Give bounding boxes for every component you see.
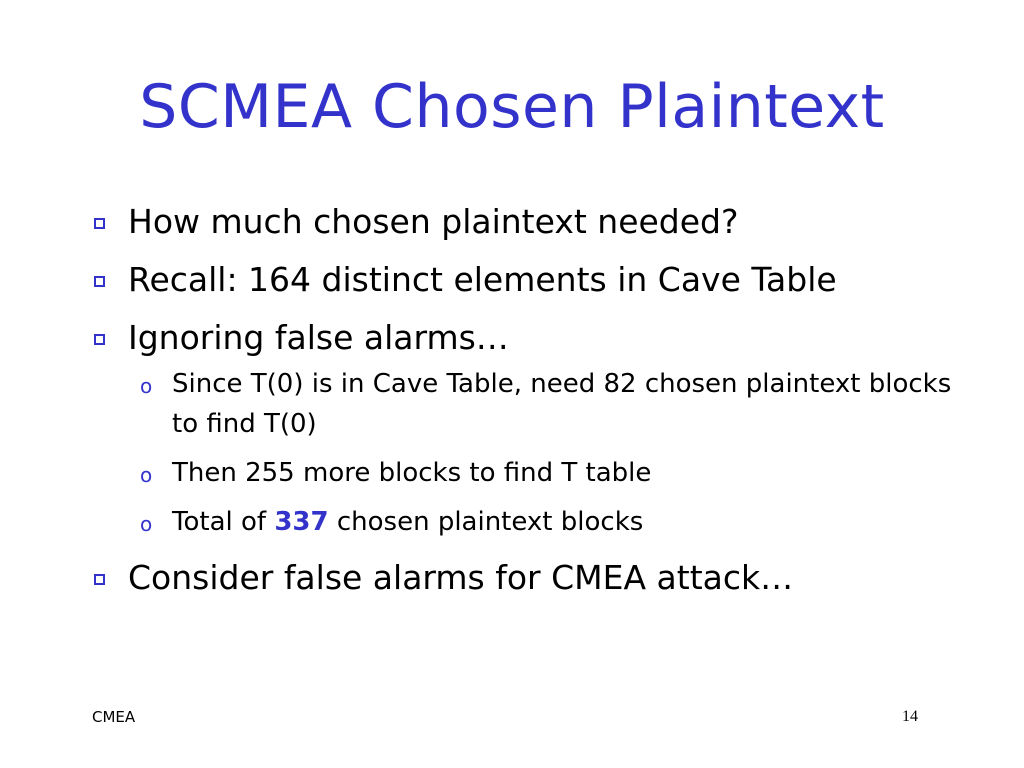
footer-label: CMEA <box>92 708 136 726</box>
letter-o-bullet-icon: o <box>140 463 153 487</box>
slide-body <box>90 200 970 614</box>
bullet-text: Consider false alarms for CMEA attack… <box>128 558 794 597</box>
sub-bullet-text-after: chosen plaintext blocks <box>328 507 644 537</box>
bullet-text: Ignoring false alarms… <box>128 318 509 357</box>
bullet-text: Recall: 164 distinct elements in Cave Table <box>128 260 837 299</box>
bullet-text: How much chosen plaintext needed? <box>128 202 739 241</box>
sub-bullet-text: Then 255 more blocks to find T table <box>172 458 652 488</box>
bullet-item <box>90 200 970 244</box>
sub-bullet-text-before: Total of <box>172 507 275 537</box>
sub-bullet-item <box>90 502 970 542</box>
hollow-square-bullet-icon <box>94 334 105 345</box>
sub-bullet-text <box>172 502 970 542</box>
bullet-item <box>90 258 970 302</box>
slide-title: SCMEA Chosen Plaintext <box>139 72 885 142</box>
sub-bullet-item <box>90 453 970 493</box>
hollow-square-bullet-icon <box>94 218 105 229</box>
sub-bullet-text: Since T(0) is in Cave Table, need 82 chosen plaintext blocks to find T(0) <box>172 369 952 439</box>
letter-o-bullet-icon: o <box>140 512 153 536</box>
hollow-square-bullet-icon <box>94 276 105 287</box>
bullet-item <box>90 316 970 360</box>
sub-bullet-item <box>90 364 970 444</box>
letter-o-bullet-icon: o <box>140 374 153 398</box>
hollow-square-bullet-icon <box>94 574 105 585</box>
highlighted-number: 337 <box>274 507 329 537</box>
bullet-item <box>90 556 970 600</box>
page-number: 14 <box>902 708 918 725</box>
